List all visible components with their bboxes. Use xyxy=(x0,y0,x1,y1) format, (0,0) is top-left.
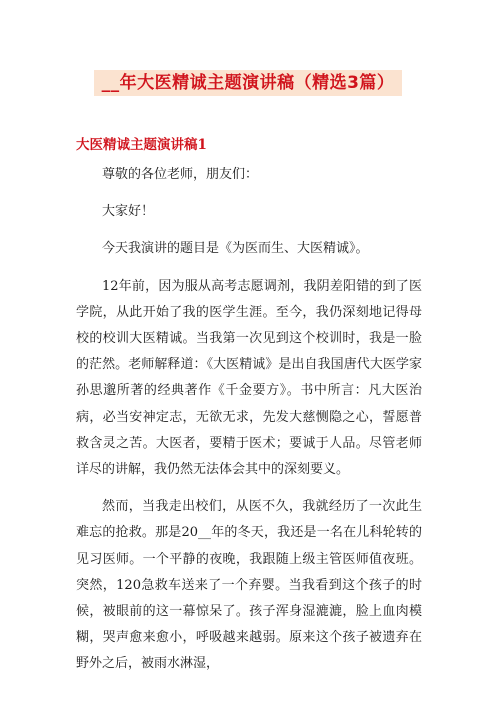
paragraph-story: 然而，当我走出校们，从医不久，我就经历了一次此生难忘的抢救。那是20__年的冬天，我还是一名在儿科轮转的见习医师。一个平静的夜晚，我跟随上级主管医师值夜班。突然，120急救车送来了一个弃婴。当我看到这个孩子的时候，被眼前的这一幕惊呆了。孩子浑身湿漉漉，脸上血肉模糊，哭声愈来愈小，呼吸越来越弱。原来这个孩子被遗弃在野外之后，被雨水淋湿， xyxy=(76,499,422,672)
title-container xyxy=(0,70,496,96)
document-body xyxy=(76,162,422,689)
paragraph-topic: 今天我演讲的题目是《为医而生、大医精诚》。 xyxy=(102,241,369,257)
document-title: __年大医精诚主题演讲稿（精选3篇） xyxy=(94,70,403,96)
paragraph-greeting: 大家好！ xyxy=(102,204,155,220)
paragraph-background: 12年前，因为服从高考志愿调剂，我阴差阳错的到了医学院，从此开始了我的医学生涯。至今，我仍深刻地记得母校的校训大医精诚。当我第一次见到这个校训时，我是一脸的茫然。老师解释道：《大医精诚》是出自我国唐代大医学家孙思邈所著的经典著作《千金要方》。书中所言：凡大医治病，必当安神定志，无欲无求，先发大慈恻隐之心，誓愿普救含灵之苦。大医者，要精于医术；要诚于人品。尽管老师详尽的讲解，我仍然无法体会其中的深刻要义。 xyxy=(76,278,422,478)
section-heading: 大医精诚主题演讲稿1 xyxy=(76,137,207,153)
paragraph-salutation: 尊敬的各位老师，朋友们： xyxy=(102,167,259,182)
